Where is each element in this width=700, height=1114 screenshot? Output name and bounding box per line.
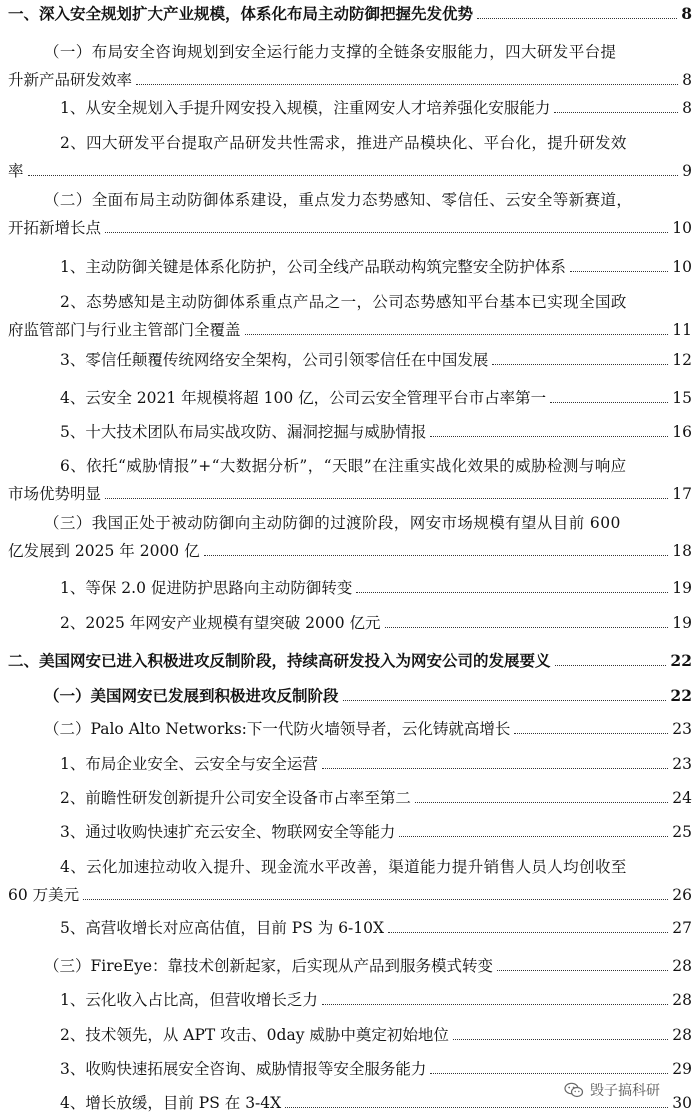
dot-leader [285,1107,668,1108]
toc-entry-text: 60 万美元 [8,886,80,904]
toc-entry-last-line [8,3,692,25]
toc-entry-text: 率 [8,162,24,180]
page-number: 12 [672,351,692,369]
toc-entry-last-line [8,69,692,91]
toc-entry-text: 1、从安全规划入手提升网安投入规模，注重网安人才培养强化安服能力 [60,99,551,117]
toc-entry-text: 亿发展到 2025 年 2000 亿 [8,542,200,560]
toc-entry-text: （三）FireEye：靠技术创新起家，后实现从产品到服务模式转变 [44,957,494,975]
toc-entry-last-line [60,917,692,939]
toc-entry-text: 4、增长放缓，目前 PS 在 3-4X [60,1094,282,1112]
toc-entry-last-line [8,540,692,562]
page-number: 26 [672,886,692,904]
dot-leader [322,768,668,769]
dot-leader [555,665,667,666]
page-number: 8 [682,71,692,89]
dot-leader [388,932,668,933]
toc-entry-text: 1、等保 2.0 促进防护思路向主动防御转变 [60,579,353,597]
toc-entry-text: 2、四大研发平台提取产品研发共性需求，推进产品模块化、平台化，提升研发效 [60,134,627,152]
page-number: 19 [672,579,692,597]
toc-entry-last-line [60,349,692,371]
dot-leader [399,836,668,837]
toc-entry-text: （一）布局安全咨询规划到安全运行能力支撑的全链条安服能力，四大研发平台提 [44,43,617,61]
toc-entry-last-line [60,989,692,1011]
toc-entry-text: 市场优势明显 [8,485,102,503]
page-number: 25 [672,823,692,841]
dot-leader [430,436,668,437]
page-number: 15 [672,389,692,407]
toc-entry-text: 4、云化加速拉动收入提升、现金流水平改善，渠道能力提升销售人员人均创收至 [60,858,627,876]
page-number: 11 [672,321,692,339]
page-number: 10 [672,219,692,237]
dot-leader [356,592,668,593]
toc-entry-text: 二、美国网安已进入积极进攻反制阶段，持续高研发投入为网安公司的发展要义 [8,651,551,670]
page-number: 24 [672,789,692,807]
page-number: 8 [682,99,692,117]
toc-entry-last-line [60,387,692,409]
dot-leader [477,18,677,19]
toc-entry-text: 2、技术领先，从 APT 攻击、0day 威胁中奠定初始地位 [60,1026,449,1044]
page-number: 28 [672,957,692,975]
page-number: 10 [672,258,692,276]
dot-leader [492,364,668,365]
toc-entry-text: 3、零信任颠覆传统网络安全架构，公司引领零信任在中国发展 [60,351,489,369]
dot-leader [245,334,669,335]
toc-entry-text: 2、态势感知是主动防御体系重点产品之一，公司态势感知平台基本已实现全国政 [60,293,627,311]
page-number: 28 [672,1026,692,1044]
toc-entry-text: 一、深入安全规划扩大产业规模，体系化布局主动防御把握先发优势 [8,4,474,23]
dot-leader [105,498,668,499]
toc-entry-last-line [44,955,692,977]
dot-leader [497,970,668,971]
toc-entry-text: 2、2025 年网安产业规模有望突破 2000 亿元 [60,614,381,632]
toc-entry-text: （三）我国正处于被动防御向主动防御的过渡阶段，网安市场规模有望从目前 600 [44,514,621,532]
toc-entry-text: 升新产品研发效率 [8,71,133,89]
page-number: 23 [672,755,692,773]
toc-entry-last-line [8,483,692,505]
watermark-text: 毁子搞科研 [590,1083,660,1099]
page-number: 18 [672,542,692,560]
toc-entry-text: 1、主动防御关键是体系化防护，公司全线产品联动构筑完整安全防护体系 [60,258,566,276]
toc-entry-text: 1、布局企业安全、云安全与安全运营 [60,755,318,773]
dot-leader [136,84,678,85]
wechat-icon [564,1082,584,1098]
toc-entry-last-line [60,753,692,775]
dot-leader [343,700,667,701]
page-number: 22 [670,686,692,705]
toc-entry-text: 2、前瞻性研发创新提升公司安全设备市占率至第二 [60,789,411,807]
dot-leader [204,555,669,556]
page-number: 19 [672,614,692,632]
page-number: 28 [672,991,692,1009]
toc-entry-text: 开拓新增长点 [8,219,102,237]
dot-leader [105,232,668,233]
dot-leader [322,1004,668,1005]
page-number: 27 [672,919,692,937]
dot-leader [28,175,679,176]
dot-leader [83,899,668,900]
dot-leader [570,271,668,272]
dot-leader [385,627,669,628]
page-number: 8 [681,4,692,23]
dot-leader [430,1073,668,1074]
page-number: 23 [672,720,692,738]
toc-entry-text: 5、高营收增长对应高估值，目前 PS 为 6-10X [60,919,385,937]
toc-entry-last-line [60,421,692,443]
toc-entry-last-line [8,884,692,906]
toc-entry-text: 府监管部门与行业主管部门全覆盖 [8,321,241,339]
toc-entry-last-line [60,1024,692,1046]
toc-entry-text: 1、云化收入占比高，但营收增长乏力 [60,991,318,1009]
toc-entry-last-line [60,821,692,843]
dot-leader [554,112,678,113]
toc-entry-last-line [60,577,692,599]
dot-leader [453,1039,668,1040]
dot-leader [550,402,668,403]
dot-leader [415,802,668,803]
toc-entry-last-line [60,787,692,809]
toc-entry-text: 5、十大技术团队布局实战攻防、漏洞挖掘与威胁情报 [60,423,427,441]
toc-entry-text: （一）美国网安已发展到积极进攻反制阶段 [44,686,339,705]
watermark [560,1078,664,1102]
toc-entry-text: 4、云安全 2021 年规模将超 100 亿，公司云安全管理平台市占率第一 [60,389,547,407]
toc-entry-last-line [60,612,692,634]
toc-entry-last-line [60,256,692,278]
toc-entry-last-line [60,97,692,119]
page-number: 16 [672,423,692,441]
toc-entry-last-line [44,685,692,707]
toc-entry-text: （二）全面布局主动防御体系建设，重点发力态势感知、零信任、云安全等新赛道， [44,191,633,209]
toc-entry-last-line [8,160,692,182]
page-number: 17 [672,485,692,503]
toc-entry-last-line [60,1058,692,1080]
toc-entry-text: 6、依托“威胁情报”+“大数据分析”，“天眼”在注重实战化效果的威胁检测与响应 [60,457,627,475]
page-number: 22 [670,651,692,670]
page-number: 30 [672,1094,692,1112]
dot-leader [514,733,668,734]
toc-entry-last-line [8,650,692,672]
toc-entry-text: 3、收购快速拓展安全咨询、威胁情报等安全服务能力 [60,1060,427,1078]
toc-entry-text: （二）Palo Alto Networks:下一代防火墙领导者，云化铸就高增长 [44,720,511,738]
toc-entry-last-line [44,718,692,740]
toc-entry-last-line [8,217,692,239]
toc-entry-text: 3、通过收购快速扩充云安全、物联网安全等能力 [60,823,396,841]
page-number: 9 [682,162,692,180]
toc-entry-last-line [8,319,692,341]
page-number: 29 [672,1060,692,1078]
